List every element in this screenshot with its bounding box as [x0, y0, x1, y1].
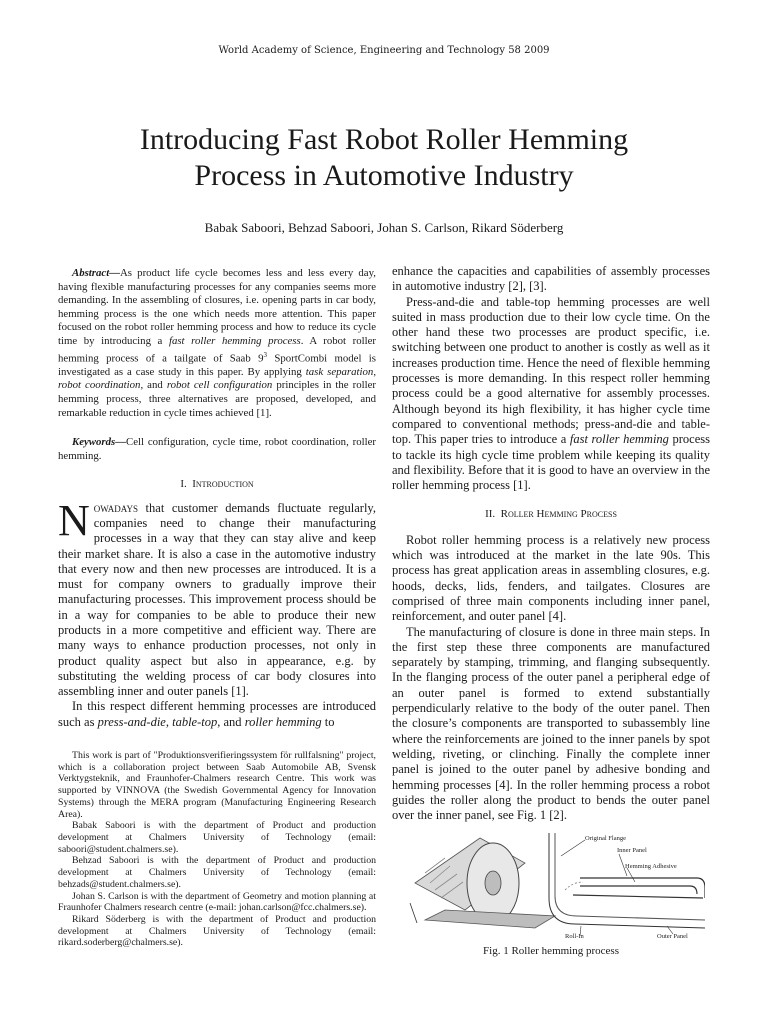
label-outer-panel: Outer Panel: [657, 933, 688, 938]
footnote-author-4: Rikard Söderberg is with the department of Product and production development at Chalmers University of Technology (email: rikard.soderberg@chalmers.se).: [58, 913, 376, 949]
label-inner-panel: Inner Panel: [617, 847, 647, 854]
section-heading-roller-hemming: II. Roller Hemming Process: [485, 508, 617, 521]
right-paragraph-3: The manufacturing of closure is done in three main steps. In the first step these three components are manufactured separately by stamping, trimming, and flanging subsequently. In the flanging process of the outer panel a peripheral edge of an outer panel is formed to extend substantially perpendicularly relative to the body of the outer panel. Then the closure’s components are transported to subassembly line where the reinforcements are joined to the inner panels by spot welding, riveting, or clinching. Finally the complete inner panel is joined to the outer panel by adhesive bonding and hemming processes [4]. In the roller hemming process a robot guides the roller along the product to bends the outer panel over the inner panel, see Fig. 1 [2].: [392, 624, 710, 823]
author-list: Babak Saboori, Behzad Saboori, Johan S. Carlson, Rikard Söderberg: [204, 220, 564, 235]
footnotes: [58, 750, 376, 949]
label-hemming-adhesive: Hemming Adhesive: [625, 863, 677, 870]
title-line-2: Process in Automotive Industry: [194, 159, 574, 192]
title-line-1: Introducing Fast Robot Roller Hemming: [139, 123, 629, 156]
intro-paragraph-1: Nowadays that customer demands fluctuate regularly, companies need to change their manufacturing processes in a way that they can stay alive and keep their market share. It is also a case in the automotive industry that every now and then new processes are introduced. It is a must for company owners to gradually improve their manufacturing processes. This improvement process should be in a way for companies to be able to produce their new products in a more competitive and efficient way. There are many ways to enhance production processes, not only in product quality aspect but also in appearance, e.g. by substituting the welding process of car body closures into assembling inner and outer panels [1].: [58, 495, 376, 699]
section-heading-introduction: I. Introduction: [180, 478, 254, 491]
right-paragraph-1: Press-and-die and table-top hemming processes are well suited in mass production due to their low cycle time. On the other hand these two processes are product specific, i.e. switching between one product to another is costly as well as it increases production time. Hence the need of flexible hemming processes is more demanding. In this respect roller hemming process could be a good alternative for assembly processes. Although beyond its high flexibility, it has higher cycle time compared to conventional methods; press-and-die and table-top. This paper tries to introduce a fast roller hemming process to tackle its high cycle time problem while keeping its quality and flexibility. Before that it is good to have an overview in the roller hemming process [1].: [392, 294, 710, 493]
left-column: [58, 267, 376, 949]
intro-paragraph-2: In this respect different hemming processes are introduced such as press-and-die, table-top, and roller hemming to: [58, 699, 376, 729]
footnote-author-2: Behzad Saboori is with the department of Product and production development at Chalmers University of Technology (email: behzads@student.chalmers.se).: [58, 855, 376, 890]
running-head: World Academy of Science, Engineering and Technology 58 2009: [218, 45, 550, 56]
roller-wheel-icon: [410, 838, 555, 928]
label-original-flange: Original Flange: [585, 835, 626, 842]
keywords-heading: Keywords—: [72, 436, 126, 449]
footnote-author-3: Johan S. Carlson is with the department of Geometry and motion planning at Fraunhofer Chalmers research centre (e-mail: johan.carlson@fcc.chalmers.se).: [58, 890, 376, 914]
footnote-author-1: Babak Saboori is with the department of Product and production development at Chalmers University of Technology (email: saboori@student.chalmers.se).: [58, 820, 376, 855]
paper-title: [60, 122, 708, 194]
abstract: Abstract—As product life cycle becomes less and less every day, having flexible manufacturing processes for any companies seems more demanding. In the assembling of closures, i.e. opening parts in car body, hemming process is the one which needs more attention. This paper focused on the robot roller hemming process and how to reduce its cycle time by introducing a fast roller hemming process. A robot roller hemming process of a tailgate of Saab $9^3$ SportCombi model is investigated as a case study in this paper. By applying task separation, robot coordination, and robot cell configuration principles in the roller hemming process, three alternatives are proposed, developed, and remarkable reduction in cycle times achieved [1].: [58, 267, 377, 419]
roller-hemming-figure: [405, 828, 705, 938]
keywords: Keywords—Cell configuration, cycle time, robot coordination, roller hemming.: [58, 436, 376, 462]
drop-cap: N: [58, 495, 90, 545]
right-paragraph-0: enhance the capacities and capabilities of assembly processes in automotive industry [2], [3].: [392, 264, 710, 294]
label-roll-in: Roll-In: [565, 933, 584, 938]
abstract-heading: Abstract—: [72, 267, 120, 279]
right-paragraph-2: Robot roller hemming process is a relatively new process which was introduced at the market in the late 90s. This process has great application areas in assembling closures, e.g. hoods, decks, lids, fenders, and tailgates. Closures are comprised of three main components including inner panel, reinforcement, and outer panel [4].: [392, 532, 710, 624]
right-column: [392, 264, 710, 823]
figure-caption: Fig. 1 Roller hemming process: [483, 945, 619, 957]
footnote-funding: This work is part of "Produktionsverifieringssystem för rullfalsning" project, which is a collaboration project between Saab Automobile AB, Svensk Verktygsteknik, and Fraunhofer-Chalmers research Centre. This work was supported by VINNOVA (the Swedish Governmental Agency for Innovation Systems) through the MERA program (Manufacturing Engineering Research Area).: [58, 750, 376, 820]
